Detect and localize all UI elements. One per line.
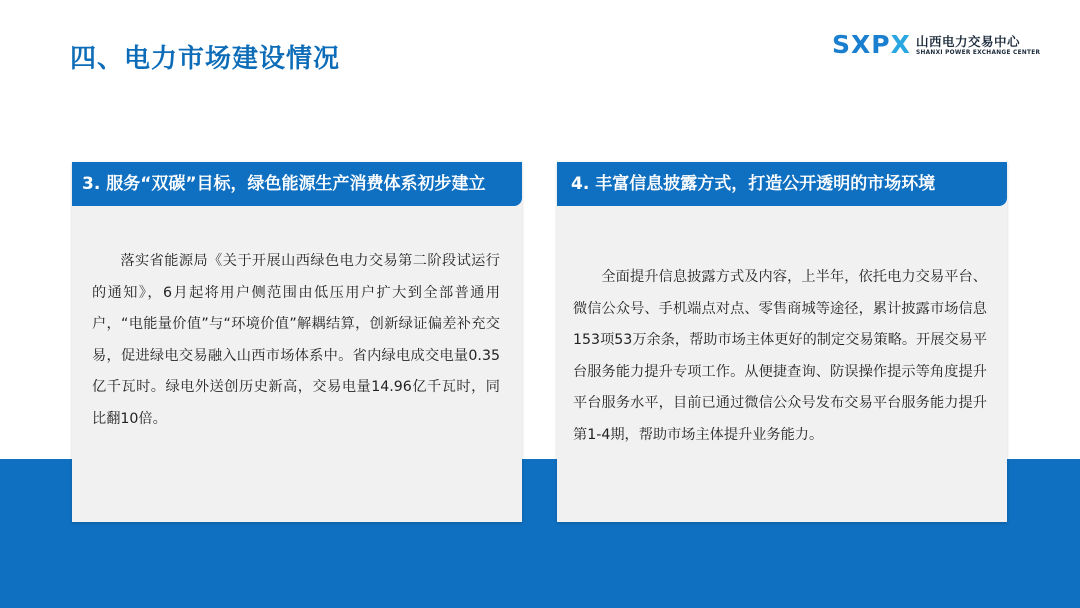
card-info-disclosure	[557, 162, 1007, 522]
logo-mark-letters: SXP	[832, 30, 891, 59]
card-heading: 3. 服务“双碳”目标，绿色能源生产消费体系初步建立	[72, 162, 522, 206]
logo-name-cn: 山西电力交易中心	[916, 34, 1021, 49]
card-body-text: 落实省能源局《关于开展山西绿色电力交易第二阶段试运行的通知》，6月起将用户侧范围由低压用户扩大到全部普通用户，“电能量价值”与“环境价值”解耦结算，创新绿证偏差补充交易，促进绿电交易融入山西市场体系中。省内绿电成交电量0.35亿千瓦时。绿电外送创历史新高，交易电量14.96亿千瓦时，同比翻10倍。	[92, 253, 500, 427]
logo-mark-x: X	[890, 30, 911, 59]
page-title: 四、电力市场建设情况	[70, 44, 341, 74]
card-body-text: 全面提升信息披露方式及内容，上半年，依托电力交易平台、微信公众号、手机端点对点、零售商城等途径，累计披露市场信息153项53万余条，帮助市场主体更好的制定交易策略。开展交易平台服务能力提升专项工作。从便捷查询、防误操作提示等角度提升平台服务水平，目前已通过微信公众号发布交易平台服务能力提升第1-4期，帮助市场主体提升业务能力。	[573, 269, 988, 443]
card-green-energy	[72, 162, 522, 522]
card-heading: 4. 丰富信息披露方式，打造公开透明的市场环境	[557, 162, 1007, 206]
logo-name-en: SHANXI POWER EXCHANGE CENTER	[916, 50, 1041, 56]
logo-mark	[832, 30, 911, 60]
sxpx-logo	[832, 30, 1042, 64]
